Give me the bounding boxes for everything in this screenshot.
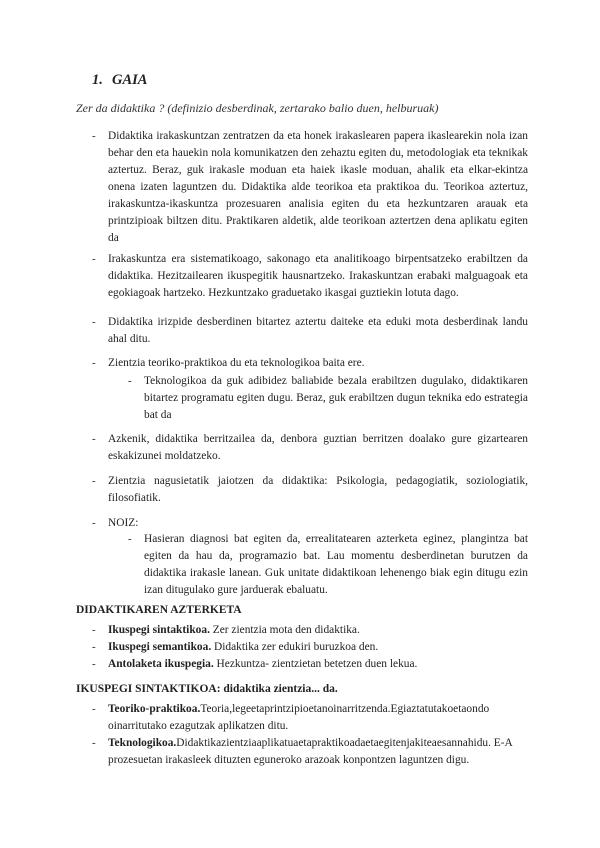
- sub-bullet-dash: -: [128, 375, 132, 387]
- section-title-didaktikaren-azterketa: DIDAKTIKAREN AZTERKETA: [76, 604, 242, 616]
- term-description: Didaktika zer edukiri buruzkoa den.: [211, 641, 379, 653]
- question-subtitle: Zer da didaktika ? (definizio desberdinak, zertarako balio duen, helburuak): [76, 101, 439, 115]
- section-title-ikuspegi-sintaktikoa: IKUSPEGI SINTAKTIKOA: didaktika zientzia... da.: [76, 683, 338, 695]
- bullet-dash: -: [92, 475, 96, 487]
- bullet-text: Azkenik, didaktika berritzailea da, denbora guztian berritzen doalako gure gizartearen eskakizunei moldatzeko.: [108, 433, 528, 462]
- bullet-dash: -: [92, 316, 96, 328]
- term-description: Hezkuntza- zientzietan betetzen duen lekua.: [213, 658, 418, 670]
- list-item: [108, 735, 538, 769]
- sub-bullet-dash: -: [128, 533, 132, 545]
- bullet-dash: -: [92, 433, 96, 445]
- list-item: [108, 622, 538, 639]
- sub-bullet-text: Teknologikoa da guk adibidez baliabide bezala erabiltzen dugulako, didaktikaren bitartez programatu egiten dugu. Beraz, guk erabiltzen dugun teknika edo estrategia bat da: [144, 375, 528, 421]
- bullet-text: Zientzia nagusietatik jaiotzen da didaktika: Psikologia, pedagogiatik, soziologiatik, filosofiatik.: [108, 475, 528, 504]
- list-dash: -: [92, 658, 96, 670]
- chapter-title: GAIA: [112, 72, 148, 88]
- list-item: [108, 639, 538, 656]
- term: Teknologikoa.: [108, 737, 177, 749]
- term-description: Zer zientzia mota den didaktika.: [209, 624, 360, 636]
- term-description: Didaktikazientziaaplikatuaetapraktikoadaetaegitenjakiteaesannahidu. E-A prozesuetan irakasleek dituzten eguneroko arazoak konpontzen laguntzen digu.: [108, 737, 513, 766]
- bullet-dash: -: [92, 253, 96, 265]
- bullet-dash: -: [92, 130, 96, 142]
- list-item: [108, 656, 538, 673]
- sub-bullet-text: Hasieran diagnosi bat egiten da, errealitatearen azterketa eginez, plangintza bat egiten da hau da, programazio bat. Lau momentu desberdinetan burutzen da didaktika irakasle lanean. Guk unitate didaktikoan lehenengo biak egin ditugu ezin izan ditugulako gure jarduerak ebaluatu.: [144, 533, 528, 596]
- term-description: Teoria,legeetaprintzipioetanoinarritzenda.Egiaztatutakoetaondo oinarritutako ezagutzak aplikatzen ditu.: [108, 703, 490, 732]
- term: Ikuspegi sintaktikoa.: [108, 624, 210, 636]
- bullet-dash: -: [92, 517, 96, 529]
- chapter-heading: [92, 72, 147, 89]
- bullet-text: Didaktika irizpide desberdinen bitartez aztertu daiteke eta eduki mota desberdinak landu ahal ditu.: [108, 316, 528, 345]
- list-dash: -: [92, 641, 96, 653]
- term: Ikuspegi semantikoa.: [108, 641, 212, 653]
- bullet-dash: -: [92, 357, 96, 369]
- list-dash: -: [92, 624, 96, 636]
- term: Antolaketa ikuspegia.: [108, 658, 214, 670]
- bullet-text: NOIZ:: [108, 517, 139, 529]
- term: Teoriko-praktikoa.: [108, 703, 201, 715]
- chapter-number: 1.: [92, 72, 103, 88]
- bullet-text: Irakaskuntza era sistematikoago, sakonago eta analitikoago birpentsatzeko erabiltzen da didaktika. Hezitzailearen ikuspegitik hausnartzeko. Irakaskuntzan erabaki malguagoak eta egokiagoak hartzeko. Hezkuntzako graduetako ikasgai guztiekin lotuta dago.: [108, 253, 528, 299]
- list-dash: -: [92, 737, 96, 749]
- list-item: [108, 701, 538, 735]
- list-dash: -: [92, 703, 96, 715]
- bullet-text: Didaktika irakaskuntzan zentratzen da eta honek irakaslearen papera ikaslearekin nola izan behar den eta hauekin nola komunikatzen den zehaztu egiten du, metodologiak eta teknikak aztertuz. Beraz, guk irakasle moduan eta haiek ikasle moduan, ahalik eta elkar-ekintza onena izaten laguntzen du. Didaktika alde teorikoa eta praktikoa du. Teorikoa aztertuz, irakaskuntza-ikaskuntza prozesuaren analisia egiten du eta hezkuntzaren arauak eta printzipioak biltzen ditu. Praktikaren aldetik, alde teorikoan aztertzen dena aplikatu egiten da: [108, 130, 528, 244]
- bullet-text: Zientzia teoriko-praktikoa du eta teknologikoa baita ere.: [108, 357, 365, 369]
